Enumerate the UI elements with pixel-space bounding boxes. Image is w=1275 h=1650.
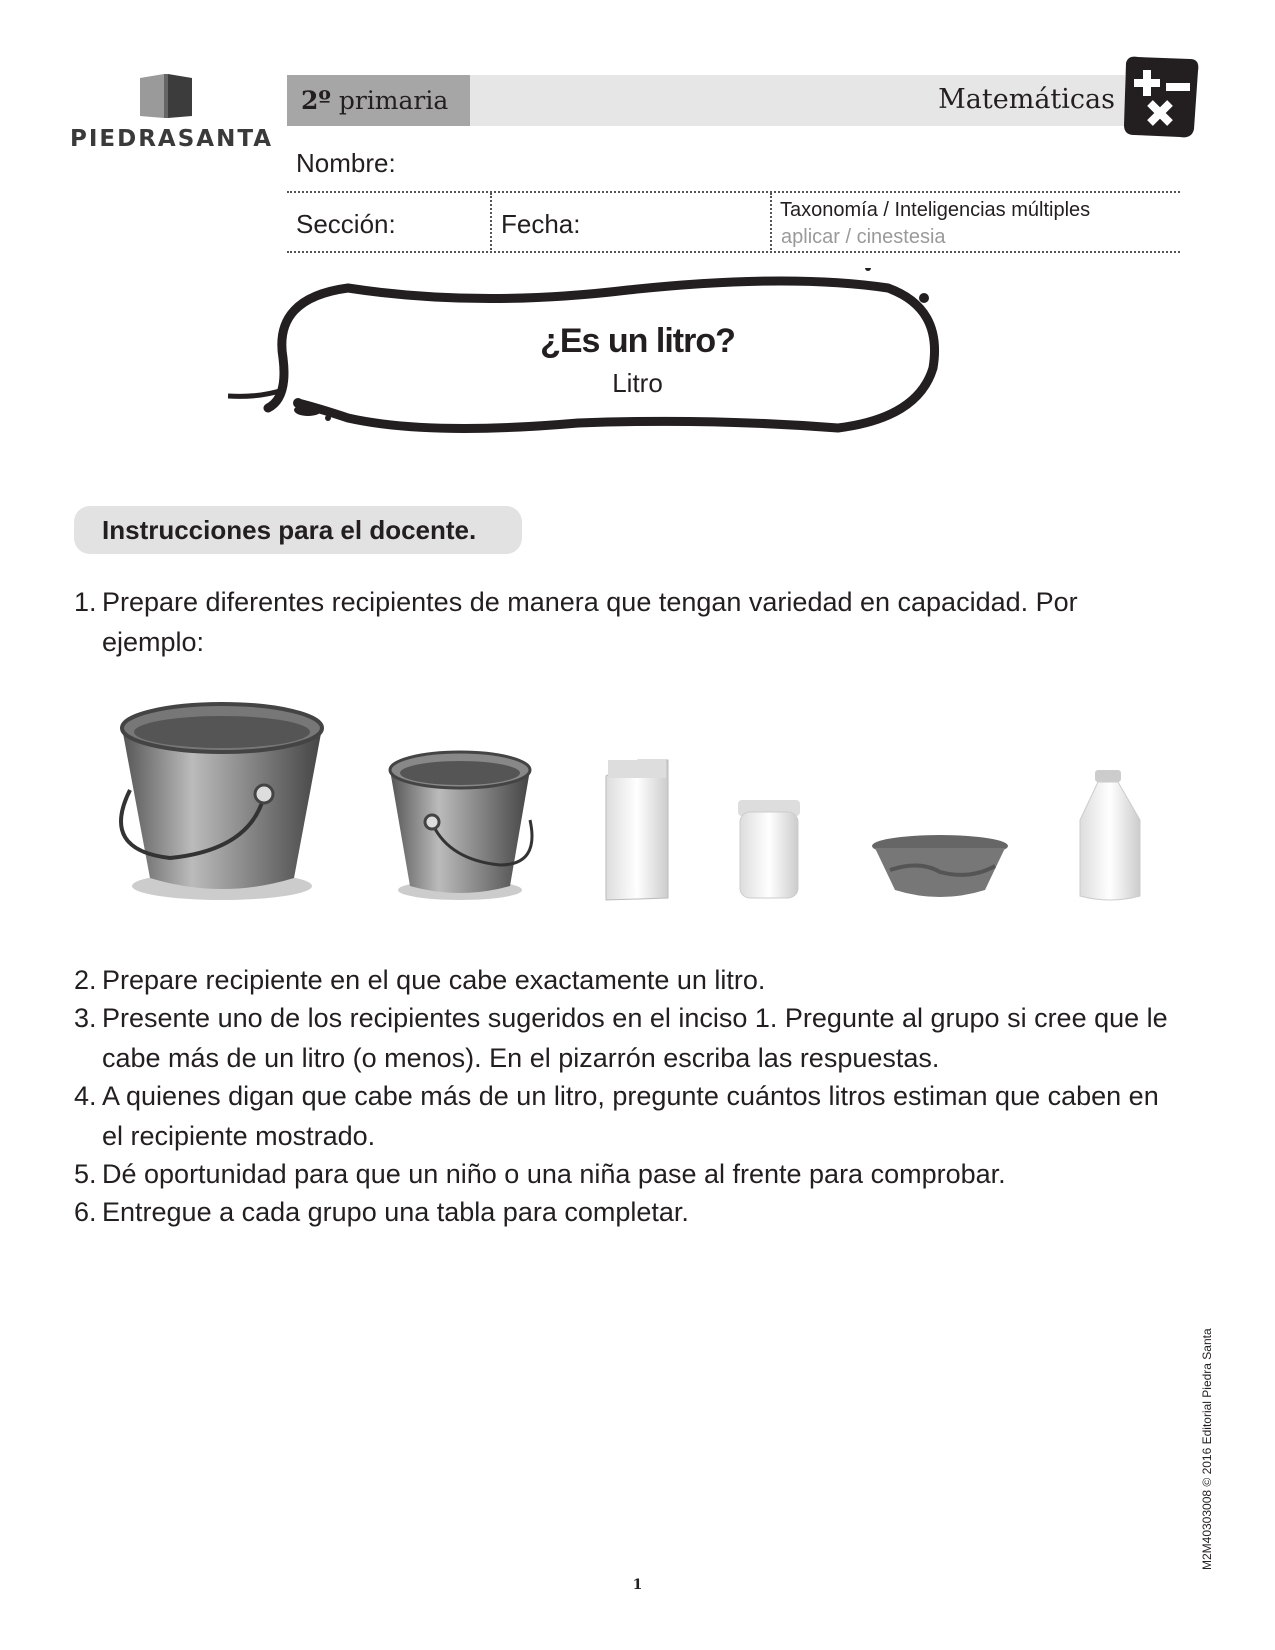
worksheet-title: ¿Es un litro?	[540, 322, 735, 360]
instructions-heading	[74, 506, 522, 554]
logo-text: PIEDRASANTA	[70, 126, 274, 152]
grade-text: primaria	[338, 86, 449, 115]
small-bucket-icon	[390, 752, 532, 900]
list-item-text: A quienes digan que cabe más de un litro, pregunte cuántos litros estiman que caben en el recipiente mostrado.	[102, 1081, 1159, 1151]
copyright-code: M2M4030300​8 © 2016 Editorial Piedra Santa	[1200, 1328, 1214, 1570]
list-item-number: 3.	[74, 1003, 97, 1033]
divider	[770, 193, 772, 250]
divider	[490, 193, 492, 250]
list-item-number: 2.	[74, 965, 97, 995]
milk-carton-icon	[606, 760, 668, 900]
plastic-basin-icon	[872, 835, 1008, 897]
list-item	[74, 960, 1204, 1000]
list-item-text: Prepare recipiente en el que cabe exactamente un litro.	[102, 965, 766, 995]
grade-label	[287, 75, 470, 126]
list-item	[74, 1192, 1204, 1232]
grade-number: 2º	[301, 86, 331, 115]
glass-jar-icon	[738, 800, 800, 898]
plastic-bottle-icon	[1080, 770, 1140, 900]
subject-title: Matemáticas	[938, 84, 1115, 115]
list-item-text: Dé oportunidad para que un niño o una niña pase al frente para comprobar.	[102, 1159, 1006, 1189]
list-item	[74, 1154, 1204, 1194]
name-field-label: Nombre:	[296, 148, 396, 178]
list-item-number: 4.	[74, 1081, 97, 1111]
section-field-label: Sección:	[296, 209, 396, 239]
list-item-number: 5.	[74, 1159, 97, 1189]
list-item	[74, 1076, 1204, 1156]
worksheet-subtitle: Litro	[612, 368, 663, 398]
plus-minus-times-icon	[1120, 55, 1200, 141]
date-field-label: Fecha:	[501, 209, 581, 239]
divider	[287, 251, 1180, 253]
page-number: 1	[632, 1577, 643, 1593]
large-bucket-icon	[121, 704, 322, 900]
list-item	[74, 998, 1204, 1078]
list-item-number: 6.	[74, 1197, 97, 1227]
taxonomy-value: aplicar / cinestesia	[781, 226, 946, 248]
list-item-text: Prepare diferentes recipientes de manera que tengan variedad en capacidad. Por ejemplo:	[102, 587, 1078, 657]
taxonomy-title: Taxonomía / Inteligencias múltiples	[780, 199, 1091, 221]
list-item-number: 1.	[74, 587, 97, 617]
divider	[287, 191, 1180, 193]
list-item-text: Presente uno de los recipientes sugeridos en el inciso 1. Pregunte al grupo si cree que le cabe más de un litro (o menos). En el pizarrón escriba las respuestas.	[102, 1003, 1168, 1073]
publisher-logo	[70, 72, 274, 162]
list-item-text: Entregue a cada grupo una tabla para completar.	[102, 1197, 689, 1227]
instructions-heading-text: Instrucciones para el docente.	[102, 515, 477, 545]
book-logo-icon	[136, 72, 196, 122]
list-item	[74, 582, 1204, 662]
containers-illustration	[110, 700, 1210, 945]
